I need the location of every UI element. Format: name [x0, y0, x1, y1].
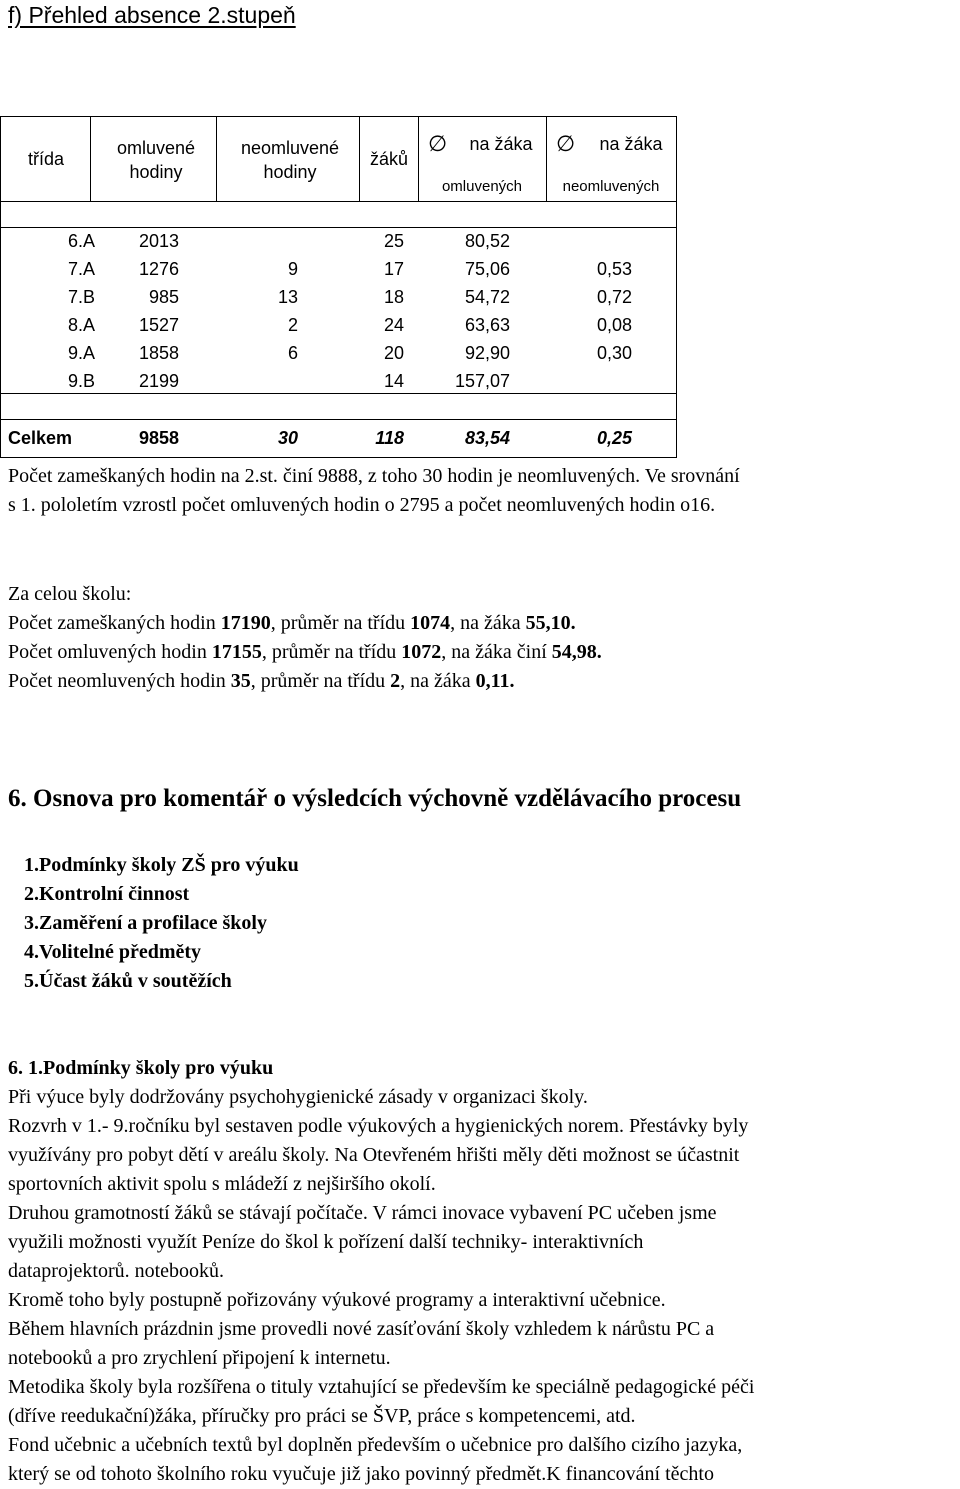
cell-pupils: 24 [383, 315, 404, 335]
table-row [0, 227, 960, 255]
average-symbol-icon: ∅ [556, 131, 576, 156]
cell-unexcused: 9 [287, 259, 298, 279]
list-item: 2.Kontrolní činnost [24, 883, 190, 905]
summary-line: Počet zameškaných hodin na 2.st. činí 9888, z toho 30 hodin je neomluvených. Ve srovnání [8, 465, 740, 487]
average-symbol-icon: ∅ [428, 131, 448, 156]
cell-class: 6.A [67, 231, 95, 251]
cell-unexcused: 13 [277, 287, 298, 307]
cell-pupils: 14 [383, 371, 404, 391]
cell-class: 8.A [67, 315, 95, 335]
paragraph-line: který se od tohoto školního roku vyučuje již jako povinný předmět.K financování těchto [8, 1463, 714, 1485]
header-class: třída [27, 149, 65, 169]
cell-unexcused: 2 [287, 315, 298, 335]
cell-excused: 2013 [138, 231, 179, 251]
paragraph-line: Rozvrh v 1.- 9.ročníku byl sestaven podle výukových a hygienických norem. Přestávky byly [8, 1115, 749, 1137]
cell-avg-excused: 54,72 [464, 287, 510, 307]
header-pupils: žáků [369, 149, 409, 169]
cell-pupils: 20 [383, 343, 404, 363]
paragraph-line: Při výuce byly dodržovány psychohygienické zásady v organizaci školy. [8, 1086, 588, 1108]
section-6-title: 6. Osnova pro komentář o výsledcích výchovně vzdělávacího procesu [8, 785, 742, 812]
paragraph-line: Během hlavních prázdnin jsme provedli nové zasíťování školy vzhledem k nárůstu PC a [8, 1318, 715, 1340]
header-per-pupil-excused: na žáka [469, 134, 533, 154]
cell-excused: 1276 [138, 259, 179, 279]
paragraph-line: sportovních aktivit spolu s mládeží z nejširšího okolí. [8, 1173, 436, 1195]
cell-class: 9.A [67, 343, 95, 363]
cell-excused: 1527 [138, 315, 179, 335]
cell-avg-excused: 92,90 [464, 343, 510, 363]
school-unexcused-line: Počet neomluvených hodin 35, průměr na třídu 2, na žáka 0,11. [8, 670, 515, 692]
summary-line: s 1. pololetím vzrostl počet omluvených hodin o 2795 a počet neomluvených hodin o16. [8, 494, 716, 516]
cell-excused: 1858 [138, 343, 179, 363]
cell-class: 7.A [67, 259, 95, 279]
paragraph-line: Fond učebnic a učebních textů byl doplněn především o učebnice pro dalšího cizího jazyka, [8, 1434, 743, 1456]
cell-avg-excused: 75,06 [464, 259, 510, 279]
cell-total-unexcused: 30 [277, 428, 298, 448]
cell-total-avg-excused: 83,54 [464, 428, 510, 448]
table-row [0, 339, 960, 367]
list-item: 3.Zaměření a profilace školy [24, 912, 267, 934]
cell-avg-unexcused: 0,53 [596, 259, 632, 279]
cell-avg-unexcused: 0,30 [596, 343, 632, 363]
paragraph-line: využívány pro pobyt dětí v areálu školy. Na Otevřeném hřišti měly děti možnost se účastnit [8, 1144, 740, 1166]
cell-avg-excused: 157,07 [454, 371, 510, 391]
cell-avg-unexcused: 0,08 [596, 315, 632, 335]
section-6-1-title: 6. 1.Podmínky školy pro výuku [8, 1057, 274, 1079]
paragraph-line: Metodika školy byla rozšířena o tituly vztahující se především ke speciálně pedagogické péči [8, 1376, 755, 1398]
school-title: Za celou školu: [8, 583, 132, 605]
paragraph-line: využili možnosti využít Peníze do škol k pořízení další techniky- interaktivních [8, 1231, 644, 1253]
cell-avg-unexcused: 0,72 [596, 287, 632, 307]
table-total-row [0, 424, 960, 452]
header-avg-excused-sub: omluvených [441, 178, 523, 195]
school-excused-line: Počet omluvených hodin 17155, průměr na třídu 1072, na žáka činí 54,98. [8, 641, 602, 663]
cell-class: 7.B [67, 287, 95, 307]
table-row [0, 255, 960, 283]
header-excused-hours: omluvené hodiny [116, 138, 196, 182]
list-item: 5.Účast žáků v soutěžích [24, 970, 232, 992]
paragraph-line: notebooků a pro zrychlení připojení k internetu. [8, 1347, 391, 1369]
cell-total-avg-unexcused: 0,25 [596, 428, 632, 448]
cell-total-pupils: 118 [375, 428, 404, 448]
cell-avg-excused: 63,63 [464, 315, 510, 335]
cell-total-label: Celkem [8, 428, 73, 448]
table-row [0, 283, 960, 311]
cell-pupils: 25 [383, 231, 404, 251]
page-heading: f) Přehled absence 2.stupeň [8, 2, 296, 28]
list-item: 4.Volitelné předměty [24, 941, 202, 963]
paragraph-line: (dříve reedukační)žáka, příručky pro práci se ŠVP, práce s kompetencemi, atd. [8, 1405, 636, 1427]
cell-excused: 2199 [138, 371, 179, 391]
header-unexcused-hours: neomluvené hodiny [240, 138, 340, 182]
paragraph-line: dataprojektorů. notebooků. [8, 1260, 225, 1282]
header-avg-unexcused-sub: neomluvených [562, 178, 660, 195]
table-row [0, 311, 960, 339]
paragraph-line: Druhou gramotností žáků se stávají počítače. V rámci inovace vybavení PC učeben jsme [8, 1202, 717, 1224]
list-item: 1.Podmínky školy ZŠ pro výuku [24, 854, 299, 876]
cell-unexcused: 6 [287, 343, 298, 363]
cell-pupils: 17 [383, 259, 404, 279]
cell-excused: 985 [148, 287, 179, 307]
school-total-line: Počet zameškaných hodin 17190, průměr na třídu 1074, na žáka 55,10. [8, 612, 576, 634]
cell-avg-excused: 80,52 [464, 231, 510, 251]
cell-total-excused: 9858 [138, 428, 179, 448]
header-per-pupil-unexcused: na žáka [599, 134, 663, 154]
cell-class: 9.B [67, 371, 95, 391]
table-row [0, 367, 960, 395]
absence-table [0, 0, 960, 460]
paragraph-line: Kromě toho byly postupně pořizovány výukové programy a interaktivní učebnice. [8, 1289, 666, 1311]
cell-pupils: 18 [383, 287, 404, 307]
